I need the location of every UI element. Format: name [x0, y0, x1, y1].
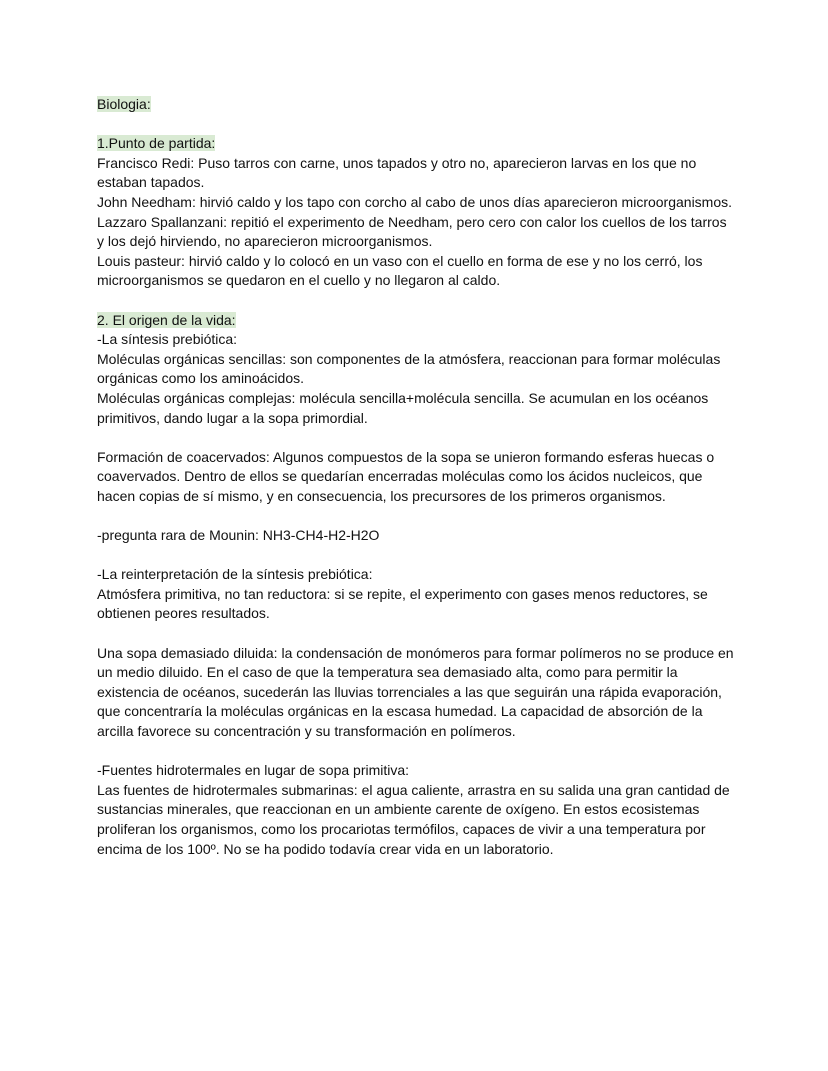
paragraph-moleculas-complejas: Moléculas orgánicas complejas: molécula sencilla+molécula sencilla. Se acumulan en los océanos primitivos, dando lugar a la sopa primordial. — [97, 389, 709, 426]
paragraph-coacervados: Formación de coacervados: Algunos compuestos de la sopa se unieron formando esferas huecas o coavervados. Dentro de ellos se quedarían encerradas moléculas como los ácidos nucleicos, que hacen copias de sí mismo, y en consecuencia, los precursores de los primeros organismos. — [97, 448, 715, 504]
spacer — [97, 428, 737, 448]
paragraph-redi: Francisco Redi: Puso tarros con carne, unos tapados y otro no, aparecieron larvas en los que no estaban tapados. — [97, 154, 697, 191]
section-1-heading — [97, 134, 737, 154]
paragraph-moleculas-sencillas: Moléculas orgánicas sencillas: son componentes de la atmósfera, reaccionan para formar moléculas orgánicas como los aminoácidos. — [97, 350, 721, 387]
paragraph-spallanzani: Lazzaro Spallanzani: repitió el experimento de Needham, pero cero con calor los cuellos de los tarros y los dejó hirviendo, no aparecieron microorganismos. — [97, 213, 727, 250]
spacer — [97, 546, 737, 566]
spacer — [97, 291, 737, 311]
document-title-text: Biologia: — [97, 96, 151, 112]
spacer — [97, 115, 737, 135]
paragraph-sopa-diluida: Una sopa demasiado diluida: la condensación de monómeros para formar polímeros no se produce en un medio diluido. En el caso de que la temperatura sea demasiado alta, como para permitir la existencia de océanos, sucederán las lluvias torrenciales a las que seguirán una rápida evaporación, que concentraría la moléculas orgánicas en la escasa humedad. La capacidad de absorción de la arcilla favorece su concentración y su transformación en polímeros. — [97, 644, 734, 739]
paragraph-needham: John Needham: hirvió caldo y los tapo con corcho al cabo de unos días aparecieron microorganismos. — [97, 193, 733, 210]
paragraph-pasteur: Louis pasteur: hirvió caldo y lo colocó en un vaso con el cuello en forma de ese y no los cerró, los microorganismos se quedaron en el cuello y no llegaron al caldo. — [97, 252, 703, 289]
subheading-reinterpretacion: -La reinterpretación de la síntesis prebiótica: — [97, 566, 373, 583]
section-2-heading-text: 2. El origen de la vida: — [97, 311, 236, 328]
document-title — [97, 95, 737, 115]
document-page — [97, 95, 737, 859]
spacer — [97, 506, 737, 526]
section-1-heading-text: 1.Punto de partida: — [97, 135, 216, 152]
paragraph-fuentes-hidrotermales: Las fuentes de hidrotermales submarinas: el agua caliente, arrastra en su salida una gran cantidad de sustancias minerales, que reaccionan en un ambiente carente de oxígeno. En estos ecosistemas proliferan los organismos, como los procariotas termófilos, capaces de vivir a una temperatura por encima de los 100º. No se ha podido todavía crear vida en un laboratorio. — [97, 781, 730, 857]
subheading-sintesis-prebiotica: -La síntesis prebiótica: — [97, 331, 238, 348]
spacer — [97, 624, 737, 644]
spacer — [97, 742, 737, 762]
paragraph-pregunta: -pregunta rara de Mounin: NH3-CH4-H2-H2O — [97, 527, 380, 544]
section-2-heading — [97, 311, 737, 331]
paragraph-atmosfera: Atmósfera primitiva, no tan reductora: si se repite, el experimento con gases menos reductores, se obtienen peores resultados. — [97, 585, 708, 622]
subheading-fuentes-hidrotermales: -Fuentes hidrotermales en lugar de sopa primitiva: — [97, 762, 410, 779]
